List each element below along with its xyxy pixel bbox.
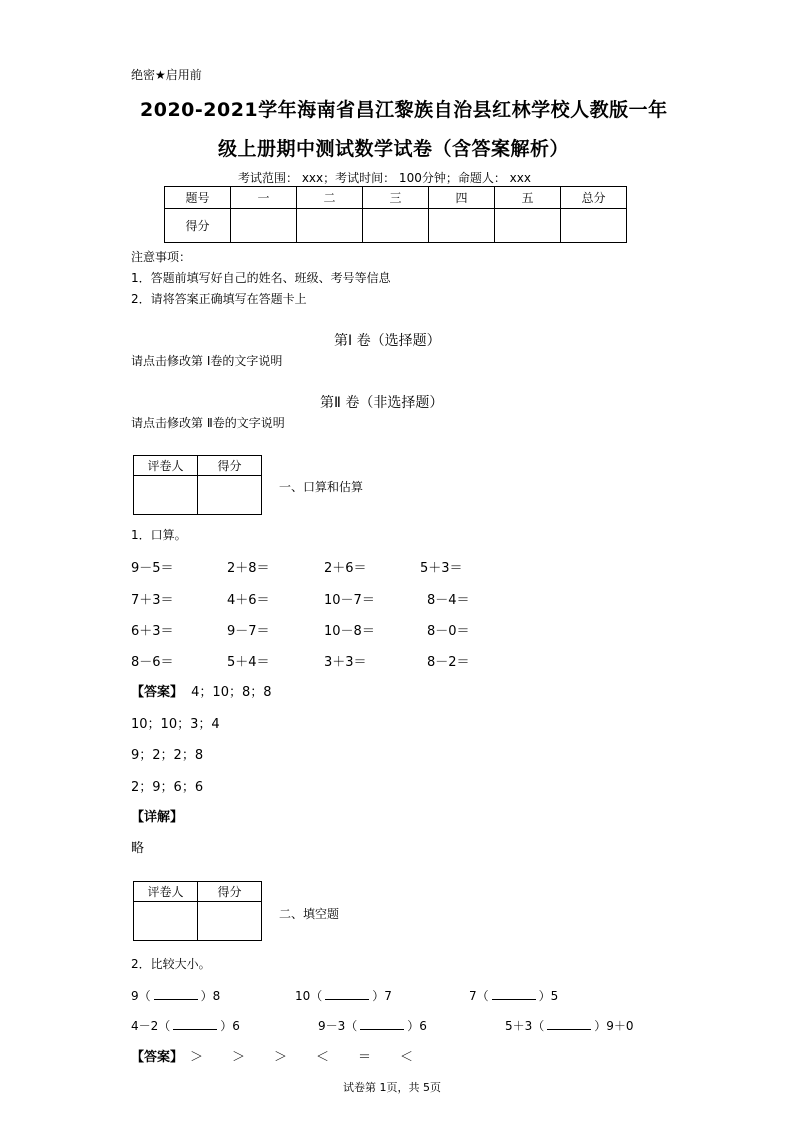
- answer-line: 9；2；2；8: [131, 748, 204, 763]
- compare-item: [505, 1017, 634, 1034]
- compare-item: [131, 1017, 240, 1034]
- answer-label: 【答案】: [131, 685, 184, 700]
- arithmetic-item: 4＋6＝: [227, 593, 270, 608]
- compare-left: 4－2（: [131, 1019, 171, 1033]
- score-cell[interactable]: [297, 209, 363, 243]
- arithmetic-item: 2＋6＝: [324, 561, 367, 576]
- arithmetic-item: 8－6＝: [131, 655, 174, 670]
- compare-left: 9（: [131, 989, 151, 1003]
- compare-left: 10（: [295, 989, 323, 1003]
- compare-left: 5＋3（: [505, 1019, 545, 1033]
- answer-blank[interactable]: [360, 1017, 404, 1030]
- detail-label: 【详解】: [131, 810, 184, 825]
- arithmetic-item: 10－8＝: [324, 624, 375, 639]
- score-header-cell: 题号: [165, 187, 231, 209]
- score-table: [164, 186, 627, 243]
- arithmetic-item: 7＋3＝: [131, 593, 174, 608]
- title-line-2: 级上册期中测试数学试卷（含答案解析）: [218, 138, 570, 160]
- compare-left: 9－3（: [318, 1019, 358, 1033]
- answer-symbol: ＞: [190, 1050, 204, 1065]
- score-header-cell: 三: [363, 187, 429, 209]
- arithmetic-item: 8－0＝: [427, 624, 470, 639]
- answer-line: 10；10；3；4: [131, 717, 220, 732]
- arithmetic-item: 5＋3＝: [420, 561, 463, 576]
- answer-blank[interactable]: [547, 1017, 591, 1030]
- grader-cell[interactable]: [134, 902, 198, 941]
- section-1-title: 一、口算和估算: [279, 480, 364, 494]
- notice-item: 1．答题前填写好自己的姓名、班级、考号等信息: [131, 271, 391, 285]
- arithmetic-item: 9－7＝: [227, 624, 270, 639]
- score-header: 得分: [198, 882, 262, 902]
- compare-item: [295, 987, 392, 1004]
- compare-right: ）6: [220, 1019, 240, 1033]
- answer-symbol: ＜: [400, 1050, 414, 1065]
- page-footer: 试卷第 1页，共 5页: [343, 1081, 441, 1094]
- volume-2-note[interactable]: 请点击修改第 Ⅱ卷的文字说明: [131, 416, 285, 430]
- section-2-title: 二、填空题: [279, 907, 340, 921]
- arithmetic-item: 2＋8＝: [227, 561, 270, 576]
- answer-line: 4；10；8；8: [191, 685, 272, 700]
- notice-title: 注意事项：: [131, 250, 192, 264]
- answer-label: 【答案】: [131, 1050, 184, 1065]
- compare-item: [131, 987, 220, 1004]
- answer-blank[interactable]: [154, 987, 198, 1000]
- compare-right: ）5: [538, 989, 559, 1003]
- arithmetic-item: 8－4＝: [427, 593, 470, 608]
- compare-item: [469, 987, 558, 1004]
- score-cell[interactable]: [198, 476, 262, 515]
- answer-line: 2；9；6；6: [131, 780, 204, 795]
- volume-1-note[interactable]: 请点击修改第 Ⅰ卷的文字说明: [131, 354, 283, 368]
- score-cell[interactable]: [495, 209, 561, 243]
- arithmetic-item: 6＋3＝: [131, 624, 174, 639]
- compare-right: ）7: [372, 989, 392, 1003]
- volume-1-title: 第Ⅰ 卷（选择题）: [334, 333, 441, 349]
- compare-right: ）6: [407, 1019, 427, 1033]
- answer-symbol: ＜: [316, 1050, 330, 1065]
- answer-blank[interactable]: [492, 987, 536, 1000]
- answer-symbol: ＞: [274, 1050, 288, 1065]
- notice-item: 2．请将答案正确填写在答题卡上: [131, 292, 307, 306]
- arithmetic-item: 3＋3＝: [324, 655, 367, 670]
- grader-header: 评卷人: [134, 456, 198, 476]
- score-cell[interactable]: [429, 209, 495, 243]
- answer-blank[interactable]: [173, 1017, 217, 1030]
- compare-right: ）8: [200, 989, 221, 1003]
- arithmetic-item: 9－5＝: [131, 561, 174, 576]
- grader-cell[interactable]: [134, 476, 198, 515]
- score-cell[interactable]: [231, 209, 297, 243]
- score-header-cell: 一: [231, 187, 297, 209]
- score-cell[interactable]: [363, 209, 429, 243]
- exam-info: 考试范围： xxx；考试时间： 100分钟；命题人： xxx: [238, 171, 531, 185]
- score-header: 得分: [198, 456, 262, 476]
- answer-block: [131, 681, 272, 700]
- answer-blank[interactable]: [325, 987, 369, 1000]
- answer-symbol: ＞: [232, 1050, 246, 1065]
- score-header-cell: 二: [297, 187, 363, 209]
- grader-box: [133, 455, 262, 515]
- compare-left: 7（: [469, 989, 489, 1003]
- question-2: 2．比较大小。: [131, 957, 211, 971]
- score-cell[interactable]: [198, 902, 262, 941]
- score-row-label: 得分: [165, 209, 231, 243]
- grader-box: [133, 881, 262, 941]
- compare-right: ）9＋0: [594, 1019, 634, 1033]
- score-header-cell: 总分: [561, 187, 627, 209]
- arithmetic-item: 8－2＝: [427, 655, 470, 670]
- answer-symbol: ＝: [358, 1050, 372, 1065]
- detail-text: 略: [131, 841, 145, 856]
- question-1: 1．口算。: [131, 528, 187, 542]
- title-line-1: 2020-2021学年海南省昌江黎族自治县红林学校人教版一年: [140, 99, 668, 121]
- score-header-cell: 五: [495, 187, 561, 209]
- arithmetic-item: 10－7＝: [324, 593, 375, 608]
- compare-item: [318, 1017, 427, 1034]
- grader-header: 评卷人: [134, 882, 198, 902]
- secret-mark: 绝密★启用前: [131, 68, 202, 82]
- volume-2-title: 第Ⅱ 卷（非选择题）: [320, 395, 444, 411]
- arithmetic-item: 5＋4＝: [227, 655, 270, 670]
- score-cell[interactable]: [561, 209, 627, 243]
- score-header-cell: 四: [429, 187, 495, 209]
